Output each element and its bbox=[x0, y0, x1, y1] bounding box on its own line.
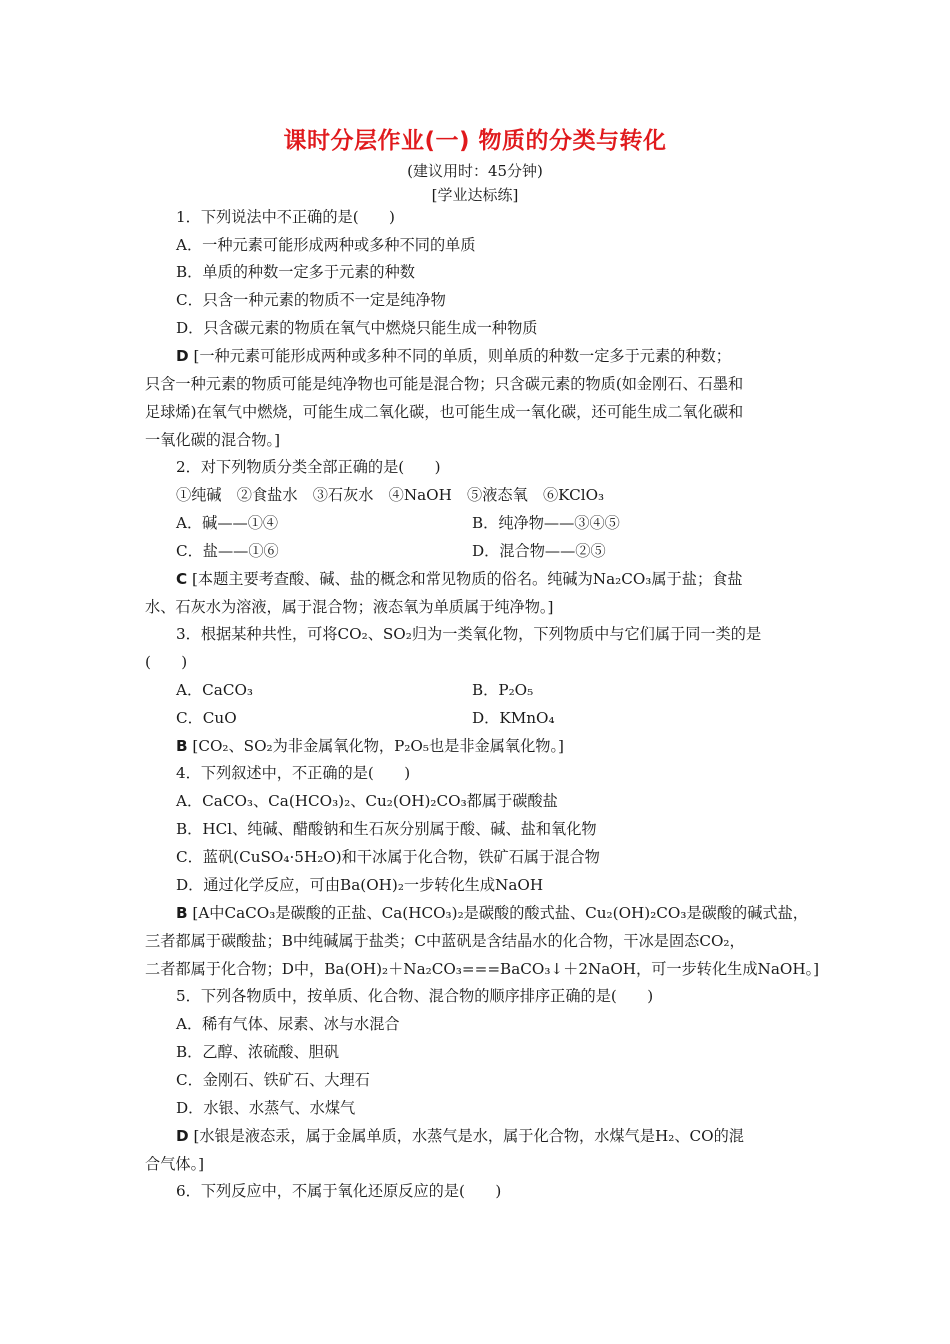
question-3-option-a: A．CaCO₃ bbox=[176, 681, 253, 699]
answer-letter: B bbox=[176, 737, 188, 755]
question-1-option-b: B．单质的种数一定多于元素的种数 bbox=[176, 263, 415, 281]
answer-letter: D bbox=[176, 347, 189, 365]
explanation-line: 一氧化碳的混合物。] bbox=[145, 431, 281, 449]
question-3-stem: 3．根据某种共性，可将CO₂、SO₂归为一类氧化物，下列物质中与它们属于同一类的是 bbox=[176, 625, 762, 643]
question-5-option-d: D．水银、水蒸气、水煤气 bbox=[176, 1099, 356, 1117]
question-4-stem: 4．下列叙述中，不正确的是( ) bbox=[176, 764, 411, 782]
question-5-explanation: D [水银是液态汞，属于金属单质，水蒸气是水，属于化合物，水煤气是H₂、CO的混 bbox=[176, 1127, 744, 1145]
question-5-option-c: C．金刚石、铁矿石、大理石 bbox=[176, 1071, 370, 1089]
page-title: 课时分层作业(一) 物质的分类与转化 bbox=[283, 128, 667, 154]
question-1-explanation: D [一种元素可能形成两种或多种不同的单质，则单质的种数一定多于元素的种数； bbox=[176, 347, 731, 365]
question-2-explanation: C [本题主要考查酸、碱、盐的概念和常见物质的俗名。纯碱为Na₂CO₃属于盐；食盐 bbox=[176, 570, 743, 588]
question-4-option-b: B．HCl、纯碱、醋酸钠和生石灰分别属于酸、碱、盐和氧化物 bbox=[176, 820, 597, 838]
answer-letter: D bbox=[176, 1127, 189, 1145]
question-5-option-a: A．稀有气体、尿素、冰与水混合 bbox=[176, 1015, 400, 1033]
explanation-line: 合气体。] bbox=[145, 1155, 205, 1173]
question-1-option-d: D．只含碳元素的物质在氧气中燃烧只能生成一种物质 bbox=[176, 319, 538, 337]
question-4-option-d: D．通过化学反应，可由Ba(OH)₂一步转化生成NaOH bbox=[176, 876, 544, 894]
explanation-line: 水、石灰水为溶液，属于混合物；液态氧为单质属于纯净物。] bbox=[145, 598, 554, 616]
explanation-line: 只含一种元素的物质可能是纯净物也可能是混合物；只含碳元素的物质(如金刚石、石墨和 bbox=[145, 375, 744, 393]
explanation-line: 足球烯)在氧气中燃烧，可能生成二氧化碳，也可能生成一氧化碳，还可能生成二氧化碳和 bbox=[145, 403, 744, 421]
question-1-stem: 1．下列说法中不正确的是( ) bbox=[176, 208, 395, 226]
explanation-line: 二者都属于化合物；D中，Ba(OH)₂＋Na₂CO₃===BaCO₃↓＋2NaOH，可一步转化生成NaOH。] bbox=[145, 960, 820, 978]
question-2-items: ①纯碱 ②食盐水 ③石灰水 ④NaOH ⑤液态氧 ⑥KClO₃ bbox=[176, 486, 605, 504]
question-1-option-a: A．一种元素可能形成两种或多种不同的单质 bbox=[176, 236, 476, 254]
question-2-option-c: C．盐——①⑥ bbox=[176, 542, 279, 560]
question-3-option-c: C．CuO bbox=[176, 709, 237, 727]
question-3-option-d: D．KMnO₄ bbox=[472, 709, 555, 727]
question-4-option-c: C．蓝矾(CuSO₄·5H₂O)和干冰属于化合物，铁矿石属于混合物 bbox=[176, 848, 600, 866]
answer-letter: C bbox=[176, 570, 188, 588]
question-4-explanation: B [A中CaCO₃是碳酸的正盐、Ca(HCO₃)₂是碳酸的酸式盐、Cu₂(OH)₂CO₃是碳酸的碱式盐， bbox=[176, 904, 808, 922]
question-2-stem: 2．对下列物质分类全部正确的是( ) bbox=[176, 458, 441, 476]
answer-letter: B bbox=[176, 904, 188, 922]
question-2-option-b: B．纯净物——③④⑤ bbox=[472, 514, 620, 532]
question-3-option-b: B．P₂O₅ bbox=[472, 681, 534, 699]
section-heading: [学业达标练] bbox=[431, 186, 519, 204]
question-3-explanation: B [CO₂、SO₂为非金属氧化物，P₂O₅也是非金属氧化物。] bbox=[176, 737, 564, 755]
question-2-option-a: A．碱——①④ bbox=[176, 514, 279, 532]
question-4-option-a: A．CaCO₃、Ca(HCO₃)₂、Cu₂(OH)₂CO₃都属于碳酸盐 bbox=[176, 792, 558, 810]
question-5-stem: 5．下列各物质中，按单质、化合物、混合物的顺序排序正确的是( ) bbox=[176, 987, 654, 1005]
question-2-option-d: D．混合物——②⑤ bbox=[472, 542, 606, 560]
question-1-option-c: C．只含一种元素的物质不一定是纯净物 bbox=[176, 291, 446, 309]
question-6-stem: 6．下列反应中，不属于氧化还原反应的是( ) bbox=[176, 1182, 502, 1200]
explanation-line: 三者都属于碳酸盐；B中纯碱属于盐类；C中蓝矾是含结晶水的化合物，干冰是固态CO₂， bbox=[145, 932, 745, 950]
suggested-time: (建议用时：45分钟) bbox=[407, 162, 543, 180]
question-3-bracket: ( ) bbox=[145, 653, 188, 671]
question-5-option-b: B．乙醇、浓硫酸、胆矾 bbox=[176, 1043, 340, 1061]
